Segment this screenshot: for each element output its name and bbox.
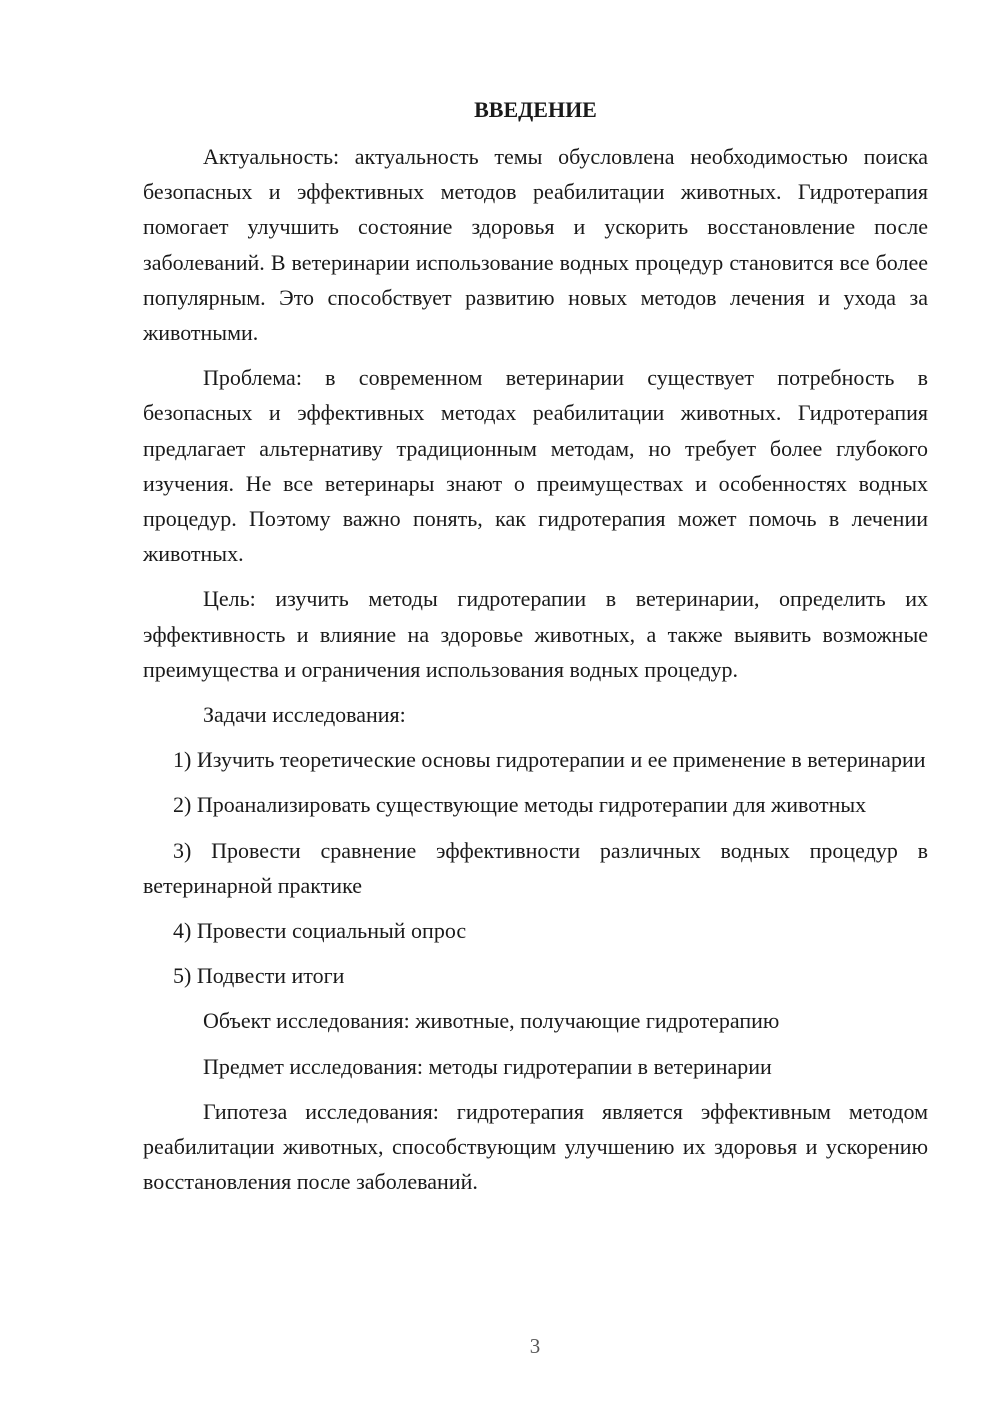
relevance-paragraph: Актуальность: актуальность темы обусловлена необходимостью поиска безопасных и эффективных методов реабилитации животных. Гидротерапия помогает улучшить состояние здоровья и ускорить восстановление после заболеваний. В ветеринарии использование водных процедур становится все более популярным. Это способствует развитию новых методов лечения и ухода за животными. — [143, 144, 928, 346]
task-item-2: 2) Проанализировать существующие методы гидротерапии для животных — [173, 792, 867, 818]
section-title: ВВЕДЕНИЕ — [474, 97, 597, 122]
goal-paragraph: Цель: изучить методы гидротерапии в ветеринарии, определить их эффективность и влияние на здоровье животных, а также выявить возможные преимущества и ограничения использования водных процедур. — [143, 586, 928, 682]
tasks-heading: Задачи исследования: — [203, 702, 406, 728]
task-item-1: 1) Изучить теоретические основы гидротерапии и ее применение в ветеринарии — [173, 747, 926, 773]
object-paragraph: Объект исследования: животные, получающие гидротерапию — [203, 1008, 780, 1034]
task-item-5: 5) Подвести итоги — [173, 963, 345, 989]
subject-paragraph: Предмет исследования: методы гидротерапии в ветеринарии — [203, 1053, 772, 1079]
task-item-3: 3) Провести сравнение эффективности различных водных процедур в ветеринарной практике — [143, 837, 928, 898]
task-item-4: 4) Провести социальный опрос — [173, 918, 467, 944]
document-page — [143, 92, 928, 1199]
page-number: 3 — [529, 1334, 541, 1358]
hypothesis-paragraph: Гипотеза исследования: гидротерапия является эффективным методом реабилитации животных, способствующим улучшению их здоровья и ускорению восстановления после заболеваний. — [143, 1098, 928, 1195]
problem-paragraph: Проблема: в современном ветеринарии существует потребность в безопасных и эффективных методах реабилитации животных. Гидротерапия предлагает альтернативу традиционным методам, но требует более глубокого изучения. Не все ветеринары знают о преимуществах и особенностях водных процедур. Поэтому важно понять, как гидротерапия может помочь в лечении животных. — [143, 365, 928, 567]
